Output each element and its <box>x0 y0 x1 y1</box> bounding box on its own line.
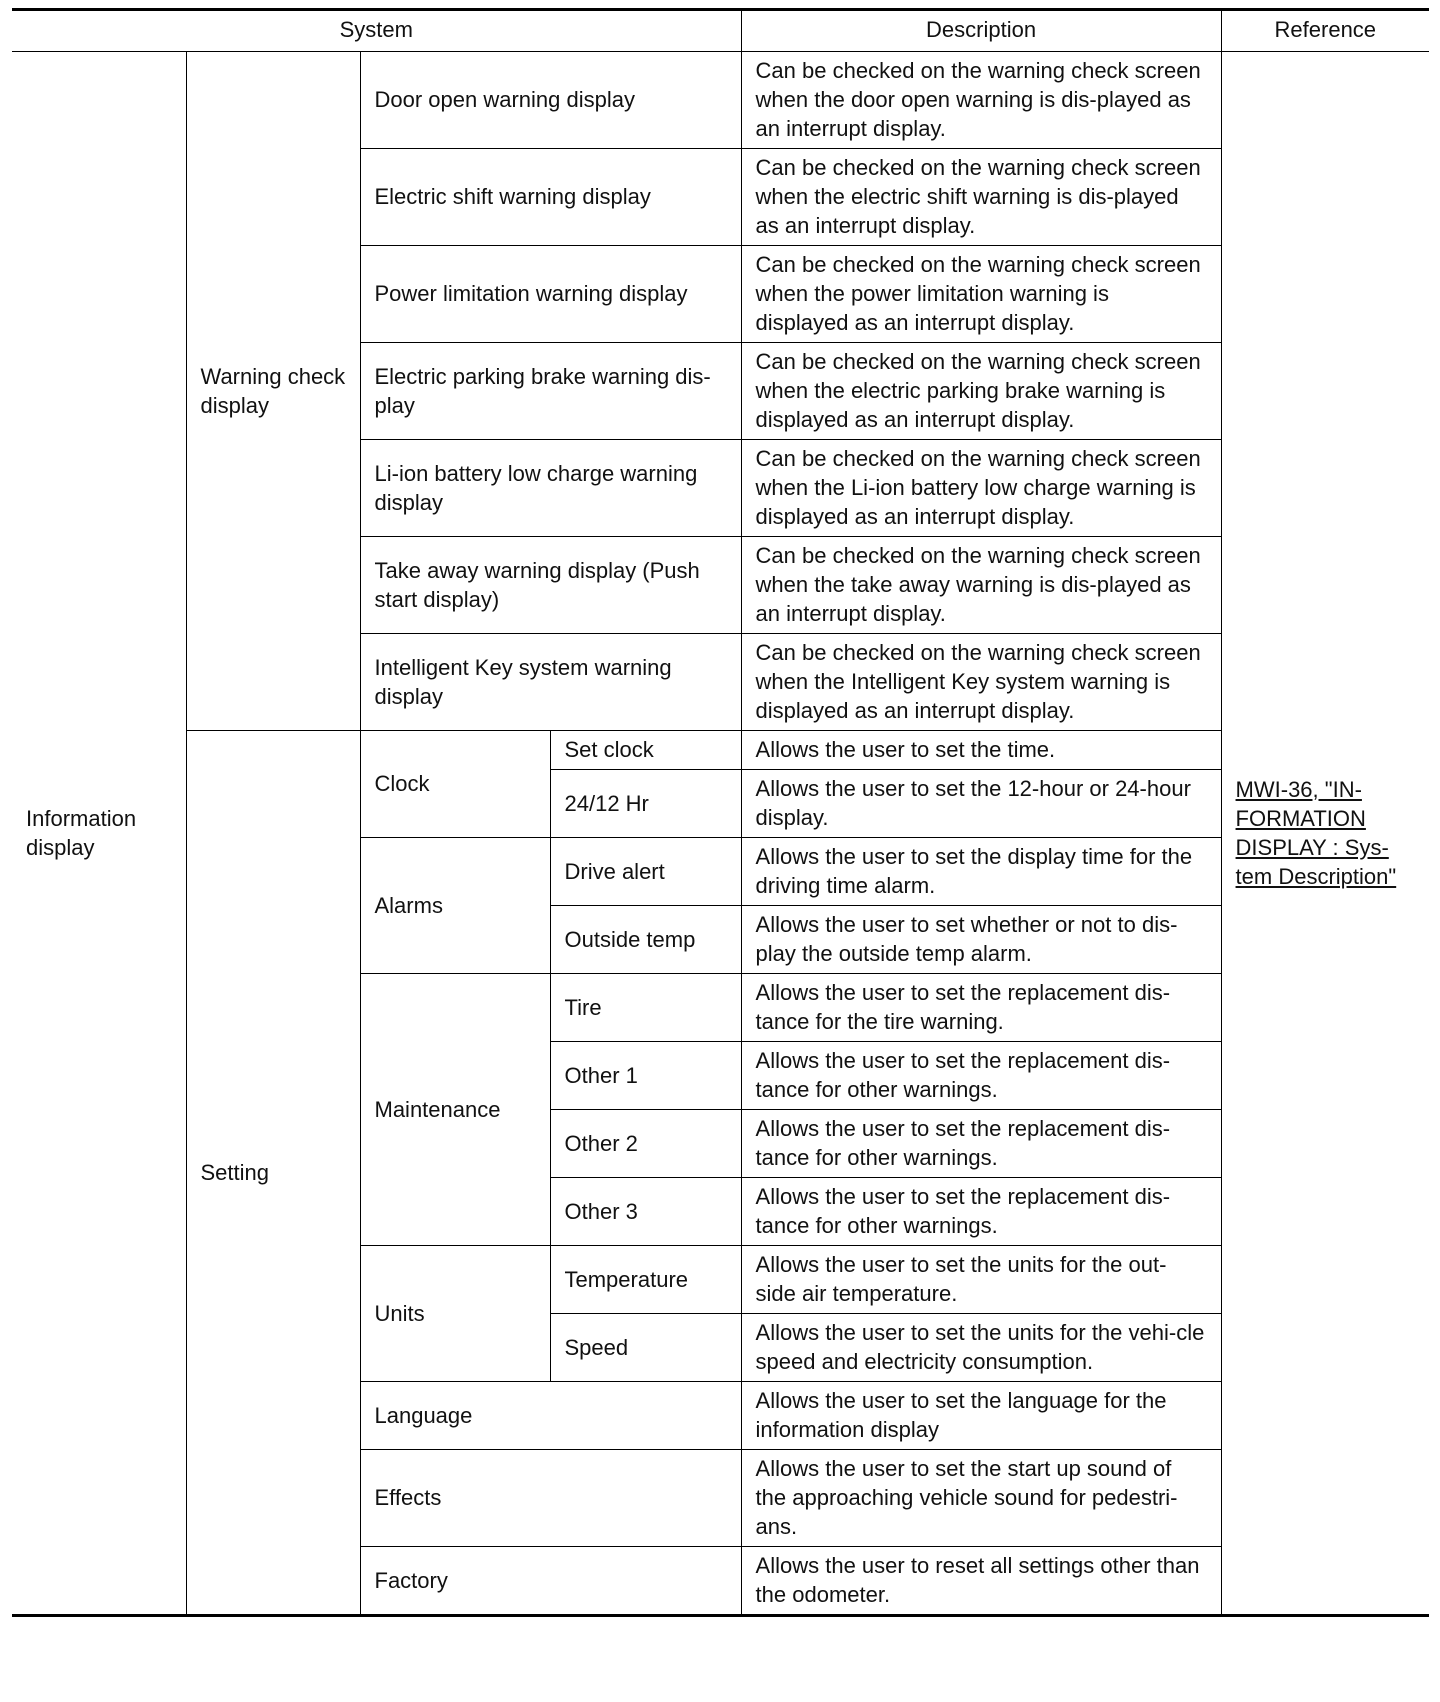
system-description-table <box>12 8 1429 1617</box>
item-language: Language <box>360 1382 741 1450</box>
item-take-away-warning: Take away warning display (Push start display) <box>360 537 741 634</box>
description-cell: Allows the user to set the replacement dis-tance for other warnings. <box>741 1042 1221 1110</box>
item-door-open-warning: Door open warning display <box>360 52 741 149</box>
item-tire: Tire <box>550 974 741 1042</box>
header-system: System <box>12 10 741 52</box>
description-cell: Allows the user to set the start up sound of the approaching vehicle sound for pedestri-ans. <box>741 1450 1221 1547</box>
reference-cell <box>1221 52 1429 1616</box>
description-cell: Allows the user to set the replacement dis-tance for the tire warning. <box>741 974 1221 1042</box>
item-li-ion-battery-warning: Li-ion battery low charge warning display <box>360 440 741 537</box>
description-cell: Allows the user to set the display time for the driving time alarm. <box>741 838 1221 906</box>
subgroup-units: Units <box>360 1246 550 1382</box>
item-intelligent-key-warning: Intelligent Key system warning display <box>360 634 741 731</box>
description-cell: Can be checked on the warning check screen when the power limitation warning is displayed as an interrupt display. <box>741 246 1221 343</box>
item-outside-temp: Outside temp <box>550 906 741 974</box>
item-electric-shift-warning: Electric shift warning display <box>360 149 741 246</box>
item-power-limitation-warning: Power limitation warning display <box>360 246 741 343</box>
description-cell: Can be checked on the warning check screen when the door open warning is dis-played as an interrupt display. <box>741 52 1221 149</box>
description-cell: Can be checked on the warning check screen when the take away warning is dis-played as an interrupt display. <box>741 537 1221 634</box>
description-cell: Allows the user to set the replacement dis-tance for other warnings. <box>741 1178 1221 1246</box>
item-effects: Effects <box>360 1450 741 1547</box>
reference-link[interactable]: MWI-36, "IN-FORMATION DISPLAY : Sys-tem Description" <box>1235 776 1397 889</box>
description-cell: Allows the user to set the units for the vehi-cle speed and electricity consumption. <box>741 1314 1221 1382</box>
item-drive-alert: Drive alert <box>550 838 741 906</box>
category-cell: Information display <box>12 52 186 1616</box>
description-cell: Allows the user to set the language for the information display <box>741 1382 1221 1450</box>
header-row <box>12 10 1429 52</box>
description-cell: Can be checked on the warning check screen when the Intelligent Key system warning is displayed as an interrupt display. <box>741 634 1221 731</box>
subgroup-maintenance: Maintenance <box>360 974 550 1246</box>
subgroup-alarms: Alarms <box>360 838 550 974</box>
item-factory: Factory <box>360 1547 741 1616</box>
item-other-2: Other 2 <box>550 1110 741 1178</box>
header-description: Description <box>741 10 1221 52</box>
item-other-1: Other 1 <box>550 1042 741 1110</box>
description-cell: Allows the user to set the 12-hour or 24-hour display. <box>741 770 1221 838</box>
item-speed: Speed <box>550 1314 741 1382</box>
header-reference: Reference <box>1221 10 1429 52</box>
description-cell: Allows the user to set whether or not to dis-play the outside temp alarm. <box>741 906 1221 974</box>
table-row <box>12 52 1429 149</box>
description-cell: Can be checked on the warning check screen when the electric shift warning is dis-played as an interrupt display. <box>741 149 1221 246</box>
group-setting: Setting <box>186 731 360 1616</box>
item-electric-parking-brake-warning: Electric parking brake warning dis-play <box>360 343 741 440</box>
description-cell: Can be checked on the warning check screen when the electric parking brake warning is displayed as an interrupt display. <box>741 343 1221 440</box>
description-cell: Allows the user to set the replacement dis-tance for other warnings. <box>741 1110 1221 1178</box>
item-24-12-hr: 24/12 Hr <box>550 770 741 838</box>
subgroup-clock: Clock <box>360 731 550 838</box>
table-row <box>12 731 1429 770</box>
description-cell: Allows the user to reset all settings other than the odometer. <box>741 1547 1221 1616</box>
item-set-clock: Set clock <box>550 731 741 770</box>
group-warning-check-display: Warning check display <box>186 52 360 731</box>
description-cell: Can be checked on the warning check screen when the Li-ion battery low charge warning is displayed as an interrupt display. <box>741 440 1221 537</box>
description-cell: Allows the user to set the time. <box>741 731 1221 770</box>
item-other-3: Other 3 <box>550 1178 741 1246</box>
description-cell: Allows the user to set the units for the out-side air temperature. <box>741 1246 1221 1314</box>
item-temperature: Temperature <box>550 1246 741 1314</box>
